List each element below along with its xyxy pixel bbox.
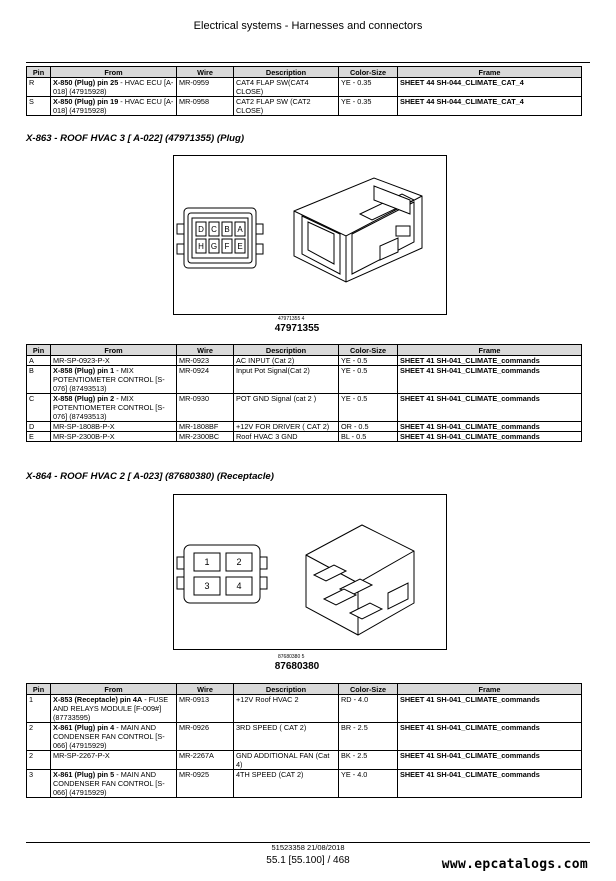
- cell-frame: SHEET 41 SH-041_CLIMATE_commands: [398, 770, 582, 798]
- cell-description: POT GND Signal (cat 2 ): [234, 394, 339, 422]
- cell-from: X-853 (Receptacle) pin 4A - FUSE AND RELAYS MODULE [F-009#] (87733595): [51, 695, 177, 723]
- pin-label: H: [198, 241, 204, 251]
- cell-from: X-850 (Plug) pin 25 - HVAC ECU [A-018] (47915928): [51, 78, 177, 97]
- pin-grid-4: [194, 553, 252, 595]
- plug-latch-left: [177, 224, 184, 234]
- cell-pin: C: [27, 394, 51, 422]
- plug-latch-left-2: [177, 244, 184, 254]
- cell-color-size: YE - 0.5: [339, 356, 398, 366]
- table-row: [27, 78, 582, 97]
- cell-color-size: BK - 2.5: [339, 751, 398, 770]
- cell-description: +12V Roof HVAC 2: [234, 695, 339, 723]
- col-wire: Wire: [177, 67, 234, 78]
- table-row: [27, 97, 582, 116]
- cell-from: MR-SP-0923-P-X: [51, 356, 177, 366]
- col-from: From: [51, 67, 177, 78]
- col-pin: Pin: [27, 345, 51, 356]
- cell-pin: 2: [27, 751, 51, 770]
- cell-from: MR-SP-2267-P-X: [51, 751, 177, 770]
- figure-ref-small: 47971355 4: [278, 316, 305, 322]
- cell-pin: S: [27, 97, 51, 116]
- col-wire: Wire: [177, 684, 234, 695]
- cell-color-size: YE - 4.0: [339, 770, 398, 798]
- cell-frame: SHEET 41 SH-041_CLIMATE_commands: [398, 366, 582, 394]
- pin-label: D: [198, 224, 204, 234]
- cell-frame: SHEET 41 SH-041_CLIMATE_commands: [398, 751, 582, 770]
- cell-color-size: YE - 0.5: [339, 394, 398, 422]
- table-row: [27, 770, 582, 798]
- figure-ref-small: 87680380 5: [278, 654, 305, 660]
- cell-wire: MR-2300BC: [177, 432, 234, 442]
- plug-face-inner: [188, 213, 252, 263]
- connector-figure-x863: [173, 155, 447, 315]
- footer-watermark-url: www.epcatalogs.com: [441, 857, 588, 872]
- cell-pin: 1: [27, 695, 51, 723]
- cell-frame: SHEET 44 SH-044_CLIMATE_CAT_4: [398, 78, 582, 97]
- cell-pin: D: [27, 422, 51, 432]
- col-description: Description: [234, 684, 339, 695]
- table-row: [27, 356, 582, 366]
- cell-pin: E: [27, 432, 51, 442]
- table-row: [27, 366, 582, 394]
- cell-color-size: BL - 0.5: [339, 432, 398, 442]
- table-row: [27, 695, 582, 723]
- cell-wire: MR-0958: [177, 97, 234, 116]
- table-header-row: [27, 684, 582, 695]
- cell-frame: SHEET 41 SH-041_CLIMATE_commands: [398, 394, 582, 422]
- connector-id: X-863: [26, 133, 52, 144]
- cell-pin: 2: [27, 723, 51, 751]
- pin-label: C: [211, 224, 217, 234]
- footer-doc-ref: 51523358 21/08/2018: [271, 843, 345, 852]
- connector-title-x864: [26, 471, 274, 482]
- cell-color-size: RD - 4.0: [339, 695, 398, 723]
- cell-frame: SHEET 41 SH-041_CLIMATE_commands: [398, 695, 582, 723]
- pin-label: B: [224, 224, 230, 234]
- cell-from: X-861 (Plug) pin 4 - MAIN AND CONDENSER FAN CONTROL [S-066] (47915929): [51, 723, 177, 751]
- cell-pin: R: [27, 78, 51, 97]
- table-row: [27, 394, 582, 422]
- connector-title-x863: [26, 133, 244, 144]
- pin-grid-8: [196, 222, 245, 253]
- cell-frame: SHEET 41 SH-041_CLIMATE_commands: [398, 422, 582, 432]
- cell-color-size: BR - 2.5: [339, 723, 398, 751]
- cell-description: Roof HVAC 3 GND: [234, 432, 339, 442]
- cell-wire: MR-0925: [177, 770, 234, 798]
- cell-pin: B: [27, 366, 51, 394]
- connector-figure-x864: [173, 494, 447, 650]
- figure-caption: 87680380: [274, 661, 320, 672]
- cell-description: +12V FOR DRIVER ( CAT 2): [234, 422, 339, 432]
- table-row: [27, 422, 582, 432]
- cell-from: X-850 (Plug) pin 19 - HVAC ECU [A-018] (47915928): [51, 97, 177, 116]
- cell-wire: MR-0924: [177, 366, 234, 394]
- cell-frame: SHEET 41 SH-041_CLIMATE_commands: [398, 723, 582, 751]
- cell-from: MR-SP-1808B-P-X: [51, 422, 177, 432]
- col-description: Description: [234, 67, 339, 78]
- col-color-size: Color-Size: [339, 67, 398, 78]
- pin-label: 4: [236, 581, 242, 592]
- col-from: From: [51, 684, 177, 695]
- footer-page-number: 55.1 [55.100] / 468: [266, 855, 350, 866]
- col-pin: Pin: [27, 684, 51, 695]
- cell-frame: SHEET 41 SH-041_CLIMATE_commands: [398, 356, 582, 366]
- table-row: [27, 432, 582, 442]
- cell-from: X-858 (Plug) pin 1 - MIX POTENTIOMETER CONTROL [S-076] (87493513): [51, 366, 177, 394]
- connector-id: X-864: [26, 471, 52, 482]
- col-color-size: Color-Size: [339, 684, 398, 695]
- connector-desc: - ROOF HVAC 2 [ A-023] (87680380) (Receptacle): [51, 471, 274, 482]
- col-description: Description: [234, 345, 339, 356]
- cell-wire: MR-0923: [177, 356, 234, 366]
- plug-latch-right-2: [256, 244, 263, 254]
- plug-drawing: [174, 156, 446, 314]
- cell-color-size: YE - 0.35: [339, 78, 398, 97]
- cell-wire: MR-0913: [177, 695, 234, 723]
- cell-from: X-861 (Plug) pin 5 - MAIN AND CONDENSER FAN CONTROL [S-066] (47915929): [51, 770, 177, 798]
- table-header-row: [27, 67, 582, 78]
- col-color-size: Color-Size: [339, 345, 398, 356]
- col-frame: Frame: [398, 67, 582, 78]
- col-wire: Wire: [177, 345, 234, 356]
- pin-label: E: [237, 241, 243, 251]
- wiring-table-x863: [26, 344, 582, 442]
- cell-description: 3RD SPEED ( CAT 2): [234, 723, 339, 751]
- wiring-table-top: [26, 66, 582, 116]
- cell-color-size: OR - 0.5: [339, 422, 398, 432]
- cell-wire: MR-2267A: [177, 751, 234, 770]
- col-frame: Frame: [398, 345, 582, 356]
- cell-description: CAT4 FLAP SW(CAT4 CLOSE): [234, 78, 339, 97]
- cell-pin: 3: [27, 770, 51, 798]
- receptacle-3d-view: [306, 525, 414, 635]
- page-header: Electrical systems - Harnesses and connectors: [193, 20, 423, 32]
- cell-from: X-858 (Plug) pin 2 - MIX POTENTIOMETER CONTROL [S-076] (87493513): [51, 394, 177, 422]
- cell-description: CAT2 FLAP SW (CAT2 CLOSE): [234, 97, 339, 116]
- col-from: From: [51, 345, 177, 356]
- cell-color-size: YE - 0.5: [339, 366, 398, 394]
- header-rule: [26, 62, 590, 63]
- table-row: [27, 751, 582, 770]
- plug-face-outline: [184, 208, 256, 268]
- connector-desc: - ROOF HVAC 3 [ A-022] (47971355) (Plug): [51, 133, 245, 144]
- table-row: [27, 723, 582, 751]
- table-header-row: [27, 345, 582, 356]
- pin-label: F: [224, 241, 230, 251]
- cell-description: Input Pot Signal(Cat 2): [234, 366, 339, 394]
- cell-color-size: YE - 0.35: [339, 97, 398, 116]
- cell-wire: MR-0959: [177, 78, 234, 97]
- plug-latch-right: [256, 224, 263, 234]
- cell-description: GND ADDITIONAL FAN (Cat 4): [234, 751, 339, 770]
- pin-label: G: [210, 241, 218, 251]
- cell-frame: SHEET 41 SH-041_CLIMATE_commands: [398, 432, 582, 442]
- cell-wire: MR-1808BF: [177, 422, 234, 432]
- pin-label: A: [237, 224, 243, 234]
- receptacle-drawing: [174, 495, 446, 649]
- figure-caption: 47971355: [274, 323, 320, 334]
- pin-label: 2: [236, 557, 242, 568]
- cell-description: 4TH SPEED (CAT 2): [234, 770, 339, 798]
- col-frame: Frame: [398, 684, 582, 695]
- cell-description: AC INPUT (Cat 2): [234, 356, 339, 366]
- pin-label: 3: [204, 581, 210, 592]
- cell-pin: A: [27, 356, 51, 366]
- col-pin: Pin: [27, 67, 51, 78]
- wiring-table-x864: [26, 683, 582, 798]
- cell-from: MR-SP-2300B-P-X: [51, 432, 177, 442]
- cell-wire: MR-0930: [177, 394, 234, 422]
- plug-3d-view: [294, 178, 422, 282]
- cell-frame: SHEET 44 SH-044_CLIMATE_CAT_4: [398, 97, 582, 116]
- pin-label: 1: [204, 557, 210, 568]
- cell-wire: MR-0926: [177, 723, 234, 751]
